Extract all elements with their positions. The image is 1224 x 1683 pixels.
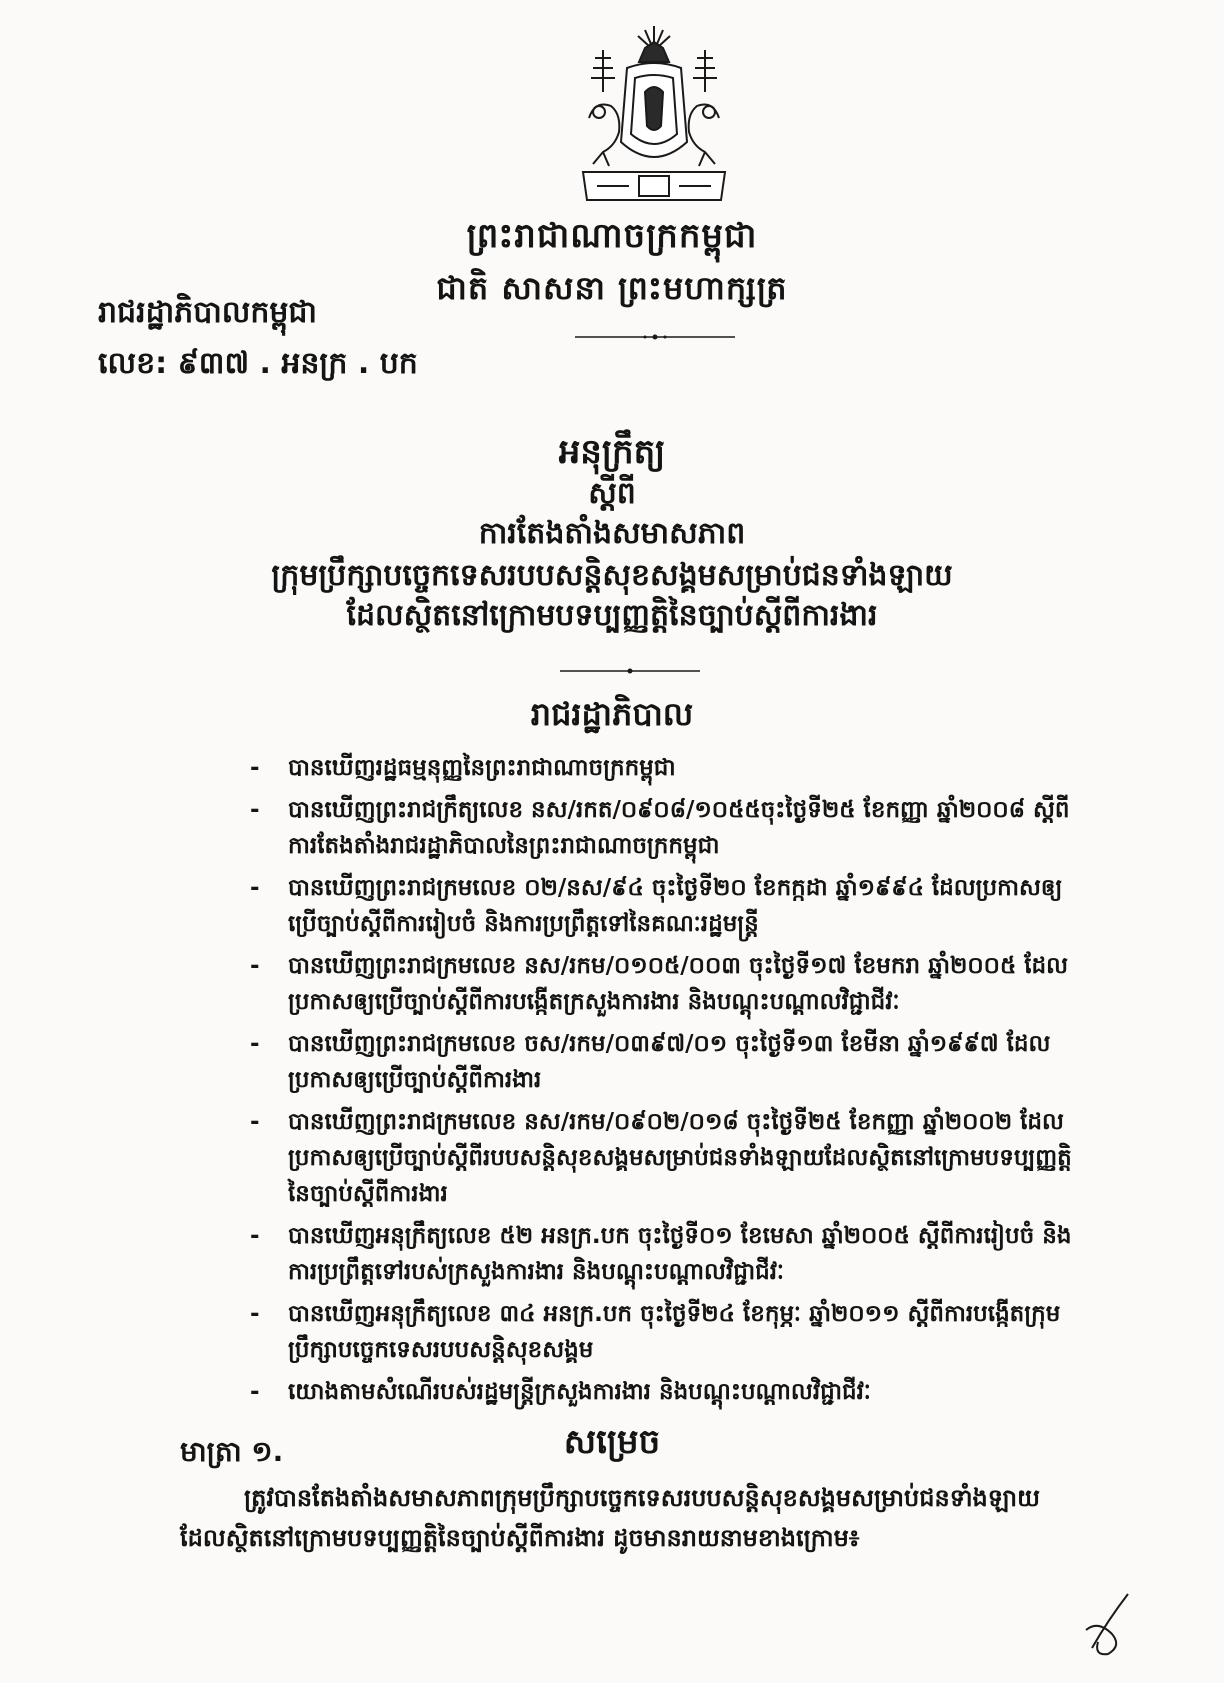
handwritten-initial-signature	[1078, 1590, 1138, 1660]
list-item	[250, 1104, 1090, 1212]
list-item	[250, 1218, 1090, 1290]
list-item	[250, 792, 1090, 864]
preamble-text: បានឃើញព្រះរាជក្រមលេខ នស/រកម/០១០៥/០០៣ ចុះថ្ងៃទី១៧ ខែមករា ឆ្នាំ២០០៥ ដែលប្រកាសឲ្យប្រើច្បាប់ស្តីពីការបង្កើតក្រសួងការងារ និងបណ្តុះបណ្តាលវិជ្ជាជីវៈ	[288, 953, 1069, 1015]
bullet-dash: -	[250, 1109, 260, 1135]
title-line-2: ក្រុមប្រឹក្សាបច្ចេកទេសរបបសន្តិសុខសង្គមសម្រាប់ជនទាំងឡាយ	[271, 558, 953, 593]
preamble-list	[250, 750, 1090, 1416]
decision-heading: សម្រេច	[563, 1422, 661, 1462]
list-item	[250, 948, 1090, 1020]
title-line-1: ការតែងតាំងសមាសភាព	[478, 516, 746, 551]
title-about: ស្តីពី	[588, 476, 636, 511]
preamble-text: បានឃើញអនុក្រឹត្យលេខ ៥២ អនក្រ.បក ចុះថ្ងៃទី០១ ខែមេសា ឆ្នាំ២០០៥ ស្តីពីការរៀបចំ និងការប្រព្រឹត្តទៅរបស់ក្រសួងការងារ និងបណ្តុះបណ្តាលវិជ្ជាជីវៈ	[288, 1223, 1072, 1285]
bullet-dash: -	[250, 1301, 260, 1327]
reference-number: លេខ: ៩៣៧ . អនក្រ . បក	[98, 346, 418, 381]
preamble-text: បានឃើញព្រះរាជក្រឹត្យលេខ នស/រកត/០៩០៨/១០៥៥ចុះថ្ងៃទី២៥ ខែកញ្ញា ឆ្នាំ២០០៨ ស្តីពីការតែងតាំងរាជរដ្ឋាភិបាលនៃព្រះរាជាណាចក្រកម្ពុជា	[288, 797, 1070, 859]
ornamental-divider-icon	[575, 333, 735, 341]
issuing-authority: រាជរដ្ឋាភិបាលកម្ពុជា	[98, 295, 317, 330]
preamble-text: បានឃើញព្រះរាជក្រមលេខ ០២/នស/៩៤ ចុះថ្ងៃទី២០ ខែកក្កដា ឆ្នាំ១៩៩៤ ដែលប្រកាសឲ្យប្រើច្បាប់ស្តីពីការរៀបចំ និងការប្រព្រឹត្តទៅនៃគណៈរដ្ឋមន្ត្រី	[288, 875, 1063, 937]
list-item	[250, 1296, 1090, 1368]
document-type-title: អនុក្រឹត្យ	[558, 432, 666, 472]
government-heading: រាជរដ្ឋាភិបាល	[530, 695, 694, 733]
list-item	[250, 870, 1090, 942]
list-item	[250, 1374, 1090, 1410]
article-1-label: មាត្រា ១.	[180, 1435, 284, 1468]
preamble-text: បានឃើញព្រះរាជក្រមលេខ នស/រកម/០៩០២/០១៨ ចុះថ្ងៃទី២៥ ខែកញ្ញា ឆ្នាំ២០០២ ដែលប្រកាសឲ្យប្រើច្បាប់ស្តីពីរបបសន្តិសុខសង្គមសម្រាប់ជនទាំងឡាយដែលស្ថិតនៅក្រោមបទប្បញ្ញត្តិនៃច្បាប់ស្តីពីការងារ	[288, 1109, 1072, 1207]
bullet-dash: -	[250, 953, 260, 979]
bullet-dash: -	[250, 1379, 260, 1405]
kingdom-heading: ព្រះរាជាណាចក្រកម្ពុជា	[466, 216, 758, 256]
national-motto: ជាតិ សាសនា ព្រះមហាក្សត្រ	[436, 269, 788, 307]
list-item	[250, 750, 1090, 786]
preamble-text: បានឃើញអនុក្រឹត្យលេខ ៣៤ អនក្រ.បក ចុះថ្ងៃទី២៤ ខែកុម្ភៈ ឆ្នាំ២០១១ ស្តីពីការបង្កើតក្រុមប្រឹក្សាបច្ចេកទេសរបបសន្តិសុខសង្គម	[288, 1301, 1061, 1363]
bullet-dash: -	[250, 875, 260, 901]
bullet-dash: -	[250, 755, 260, 781]
preamble-text: បានឃើញរដ្ឋធម្មនុញ្ញនៃព្រះរាជាណាចក្រកម្ពុជា	[288, 755, 676, 781]
preamble-text: បានឃើញព្រះរាជក្រមលេខ ចស/រកម/០៣៩៧/០១ ចុះថ្ងៃទី១៣ ខែមីនា ឆ្នាំ១៩៩៧ ដែលប្រកាសឲ្យប្រើច្បាប់ស្តីពីការងារ	[288, 1031, 1051, 1093]
list-item	[250, 1026, 1090, 1098]
bullet-dash: -	[250, 1223, 260, 1249]
bullet-dash: -	[250, 1031, 260, 1057]
ornamental-divider-icon	[560, 667, 700, 675]
preamble-text: យោងតាមសំណើរបស់រដ្ឋមន្ត្រីក្រសួងការងារ និងបណ្តុះបណ្តាលវិជ្ជាជីវៈ	[288, 1379, 871, 1405]
bullet-dash: -	[250, 797, 260, 823]
royal-coat-of-arms-emblem	[575, 22, 733, 206]
article-1-text: ត្រូវបានតែងតាំងសមាសភាពក្រុមប្រឹក្សាបច្ចេកទេសរបបសន្តិសុខសង្គមសម្រាប់ជនទាំងឡាយដែលស្ថិតនៅក្រោមបទប្បញ្ញត្តិនៃច្បាប់ស្តីពីការងារ ដូចមានរាយនាមខាងក្រោម៖	[180, 1484, 1040, 1552]
title-line-3: ដែលស្ថិតនៅក្រោមបទប្បញ្ញត្តិនៃច្បាប់ស្តីពីការងារ	[346, 598, 878, 633]
